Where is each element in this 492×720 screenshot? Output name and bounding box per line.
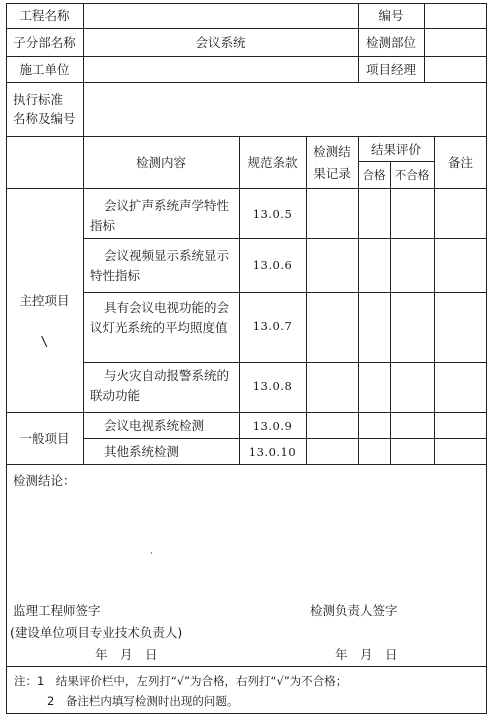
number-label: 编号 [378, 8, 404, 23]
item-text: 会议视频显示系统显示特性指标 [90, 248, 230, 283]
col-header-content: 检测内容 [135, 155, 186, 170]
col-record-left [306, 136, 307, 464]
project-name-label: 工程名称 [19, 8, 70, 23]
col-fail-left [390, 161, 391, 464]
item-clause: 13.0.7 [252, 319, 293, 333]
col-header-record-line2: 果记录 [313, 166, 351, 181]
note-2: 2 备注栏内填写检测时出现的问题。 [47, 694, 239, 708]
rule-item1 [83, 238, 487, 239]
conclusion-label: 检测结论： [13, 473, 76, 488]
col-header-record-line1: 检测结 [313, 144, 351, 159]
col-remark-left [434, 136, 435, 464]
rule-notes-top [6, 666, 487, 667]
project-manager-label: 项目经理 [365, 62, 416, 77]
rule-item2 [83, 292, 487, 293]
subsection-label: 子分部名称 [13, 35, 76, 50]
standard-label-line1: 执行标准 [13, 92, 64, 107]
item-text: 其他系统检测 [104, 444, 180, 459]
rule-table-bottom [6, 464, 487, 465]
rule-main-bottom [6, 412, 487, 413]
col-header-clause: 规范条款 [247, 155, 298, 170]
item-text: 会议电视系统检测 [104, 418, 205, 433]
subsection-value: 会议系统 [195, 35, 246, 50]
rule-row1 [6, 28, 487, 29]
standard-label-line2: 名称及编号 [13, 111, 76, 126]
handwritten-mark: \ [40, 333, 48, 351]
rule-row4 [6, 136, 487, 137]
date-right: 年 月 日 [335, 647, 398, 662]
rule-item5 [83, 438, 487, 439]
item-text: 与火灾自动报警系统的联动功能 [90, 368, 230, 403]
stray-dot: · [150, 549, 153, 559]
inspector-sign-label: 检测负责人签字 [310, 603, 398, 618]
col-number-label-right [424, 3, 425, 82]
item-clause: 13.0.8 [252, 379, 293, 393]
supervisor-sign-label: 监理工程师签字 [13, 603, 101, 618]
note-1: 注：1 结果评价栏中，左列打“√”为合格，右列打“√”为不合格； [14, 674, 348, 688]
col-clause-left [239, 136, 240, 464]
group-general-label: 一般项目 [19, 431, 70, 446]
col-header-result-eval: 结果评价 [370, 142, 421, 157]
inspection-dept-label: 检测部位 [365, 35, 416, 50]
item-text: 会议扩声系统声学特性指标 [90, 198, 230, 233]
rule-subheader [358, 161, 434, 162]
date-left: 年 月 日 [95, 647, 158, 662]
rule-header-bottom [6, 188, 487, 189]
construction-unit-label: 施工单位 [19, 62, 70, 77]
rule-row3 [6, 82, 487, 83]
item-clause: 13.0.9 [252, 419, 293, 433]
col-pass-left [358, 136, 359, 464]
col-header-remark: 备注 [447, 155, 473, 170]
item-text: 具有会议电视功能的会议灯光系统的平均照度值 [90, 300, 230, 335]
col-label-divider [83, 3, 84, 464]
col-header-fail: 不合格 [394, 168, 430, 182]
supervisor-note: (建设单位项目专业技术负责人) [10, 625, 183, 640]
rule-item3 [83, 362, 487, 363]
item-clause: 13.0.6 [252, 258, 293, 272]
group-main-label: 主控项目 [19, 293, 70, 308]
col-header-pass: 合格 [362, 168, 386, 182]
rule-row2 [6, 56, 487, 57]
item-clause: 13.0.10 [248, 445, 297, 459]
item-clause: 13.0.5 [252, 207, 293, 221]
